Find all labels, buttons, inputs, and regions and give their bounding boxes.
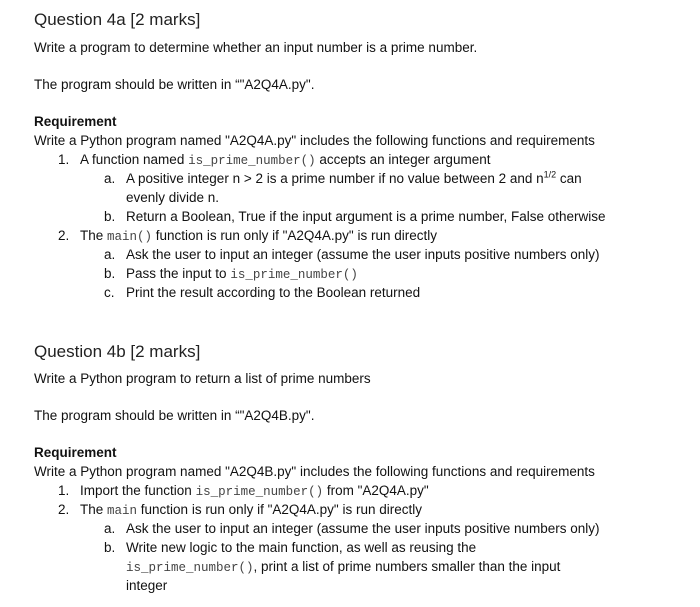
item-letter: b. <box>104 209 116 224</box>
q4b-heading: Question 4b [2 marks] <box>34 342 201 361</box>
code-span: is_prime_number() <box>195 485 324 499</box>
q4a-item-2c: c. Print the result according to the Boolean returned <box>104 285 421 300</box>
q4a-file-line: The program should be written in “"A2Q4A.py". <box>34 77 315 92</box>
code-span: is_prime_number() <box>126 561 254 575</box>
q4b-item-2a: a. Ask the user to input an integer (assume the user inputs positive numbers only) <box>104 521 600 536</box>
code-span: is_prime_number() <box>230 268 358 282</box>
q4a-intro: Write a program to determine whether an input number is a prime number. <box>34 40 478 55</box>
code-span: main() <box>107 230 153 244</box>
code-span: main <box>107 504 138 518</box>
item-number: 1. <box>58 483 70 498</box>
item-letter: a. <box>104 521 116 536</box>
q4b-item-2b: b. Write new logic to the main function, as well as reusing the <box>104 540 477 555</box>
q4b-requirement-title: Requirement <box>34 445 117 460</box>
q4a-item-1: 1. A function named is_prime_number() accepts an integer argument <box>58 152 491 168</box>
q4a-item-1b: b. Return a Boolean, True if the input argument is a prime number, False otherwise <box>104 209 606 224</box>
q4a-item-2: 2. The main() function is run only if "A2Q4A.py" is run directly <box>58 228 437 244</box>
q4b-requirement-intro: Write a Python program named "A2Q4B.py" includes the following functions and requirements <box>34 464 595 479</box>
q4a-requirement-intro: Write a Python program named "A2Q4A.py" includes the following functions and requirements <box>34 133 595 148</box>
q4b-file-line: The program should be written in “"A2Q4B.py". <box>34 408 315 423</box>
item-number: 1. <box>58 152 70 167</box>
q4a-heading: Question 4a [2 marks] <box>34 10 201 29</box>
item-letter: b. <box>104 540 116 555</box>
q4b-item-1: 1. Import the function is_prime_number() from "A2Q4A.py" <box>58 483 429 499</box>
q4b-item-2b-line2: is_prime_number(), print a list of prime numbers smaller than the input <box>126 559 561 575</box>
q4b-intro: Write a Python program to return a list of prime numbers <box>34 371 371 386</box>
q4a-item-1a: a. A positive integer n > 2 is a prime number if no value between 2 and $n^{1/2}$ can <box>104 169 582 186</box>
q4a-item-2a: a. Ask the user to input an integer (assume the user inputs positive numbers only) <box>104 247 600 262</box>
item-letter: c. <box>104 285 115 300</box>
item-number: 2. <box>58 502 70 517</box>
item-letter: a. <box>104 247 116 262</box>
q4b-item-2: 2. The main function is run only if "A2Q4A.py" is run directly <box>58 502 422 518</box>
q4b-item-2b-line3: integer <box>126 578 168 593</box>
item-letter: b. <box>104 266 116 281</box>
item-number: 2. <box>58 228 70 243</box>
q4a-requirement-title: Requirement <box>34 114 117 129</box>
q4a-item-1a-continued: evenly divide n. <box>126 190 220 205</box>
q4a-item-2b: b. Pass the input to is_prime_number() <box>104 266 358 282</box>
code-span: is_prime_number() <box>188 154 316 168</box>
item-letter: a. <box>104 171 116 186</box>
